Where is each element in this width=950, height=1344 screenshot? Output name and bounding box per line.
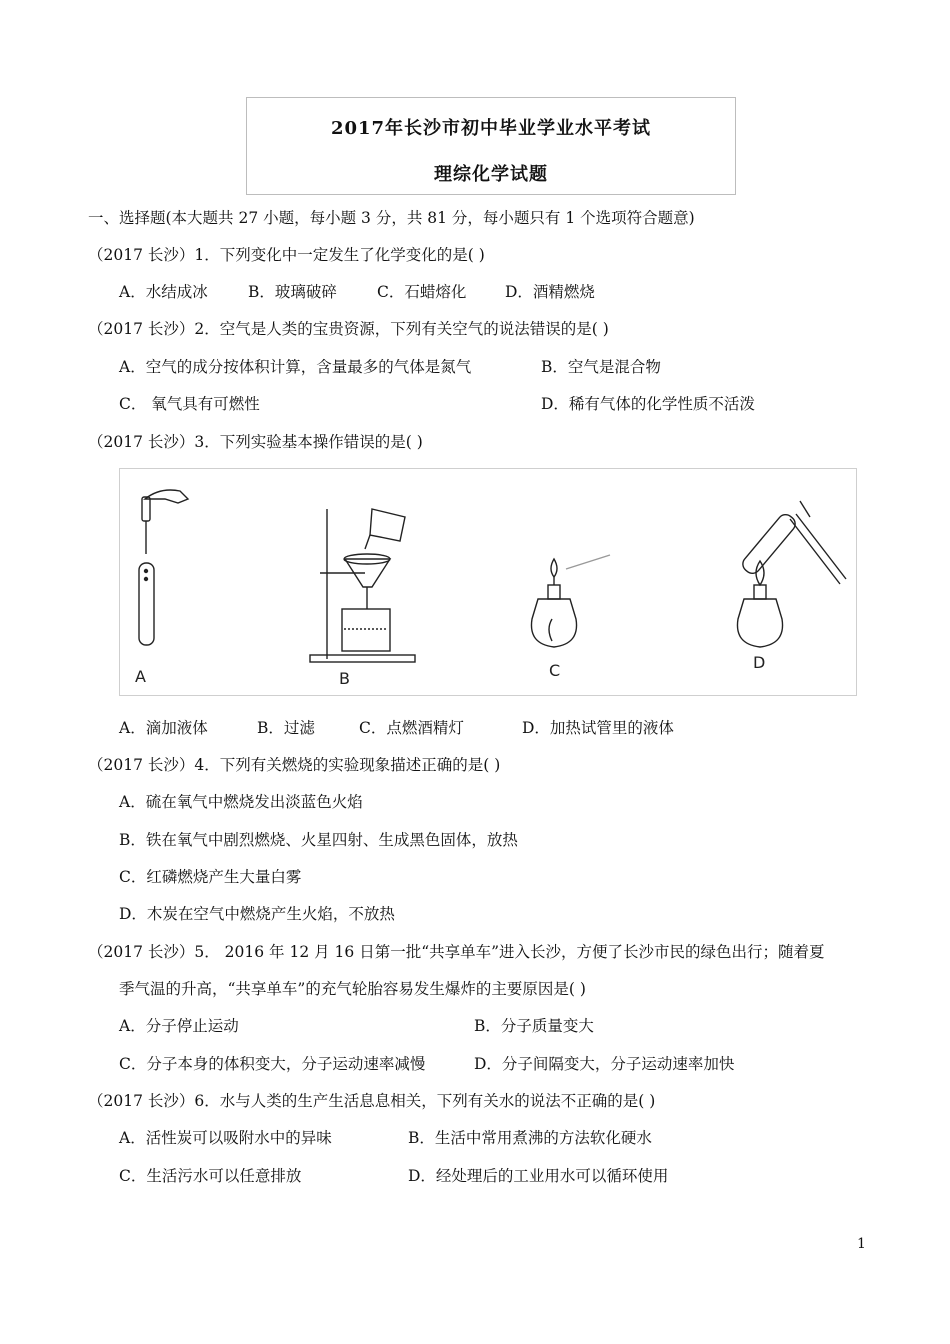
q5-option-c: C．分子本身的体积变大，分子运动速率减慢	[119, 1055, 426, 1073]
q6-option-d: D．经处理后的工业用水可以循环使用	[408, 1167, 669, 1185]
q1-option-a: A．水结成冰	[119, 283, 208, 301]
q1-stem: （2017 长沙）1．下列变化中一定发生了化学变化的是( )	[88, 246, 485, 264]
q3-option-d: D．加热试管里的液体	[522, 719, 674, 737]
q2-option-b: B．空气是混合物	[541, 358, 661, 376]
q2-option-d: D．稀有气体的化学性质不活泼	[541, 395, 755, 413]
dropper-test-tube-icon	[139, 490, 188, 645]
q5-option-d: D．分子间隔变大，分子运动速率加快	[474, 1055, 735, 1073]
q5-option-b: B．分子质量变大	[474, 1017, 594, 1035]
q6-option-c: C．生活污水可以任意排放	[119, 1167, 302, 1185]
q3-stem: （2017 长沙）3．下列实验基本操作错误的是( )	[88, 433, 423, 451]
fig-label-d: D	[753, 653, 766, 672]
q2-option-a: A．空气的成分按体积计算，含量最多的气体是氮气	[119, 358, 472, 376]
page-number: 1	[857, 1236, 866, 1252]
filtration-stand-icon	[310, 509, 415, 662]
q6-option-b: B．生活中常用煮沸的方法软化硬水	[408, 1129, 652, 1147]
q3-option-c: C．点燃酒精灯	[359, 719, 464, 737]
alcohol-lamp-lit-by-match-icon	[531, 555, 610, 647]
q4-option-d: D．木炭在空气中燃烧产生火焰，不放热	[119, 905, 395, 923]
page-subtitle: 理综化学试题	[434, 164, 548, 185]
q1-option-c: C．石蜡熔化	[377, 283, 467, 301]
section-heading: 一、选择题(本大题共 27 小题，每小题 3 分，共 81 分，每小题只有 1 个选项符合题意)	[88, 209, 695, 227]
q5-stem-line1: （2017 长沙）5． 2016 年 12 月 16 日第一批“共享单车”进入长沙，方便了长沙市民的绿色出行；随着夏	[88, 943, 825, 961]
q2-stem: （2017 长沙）2．空气是人类的宝贵资源，下列有关空气的说法错误的是( )	[88, 320, 609, 338]
heating-test-tube-icon	[737, 501, 846, 647]
q2-option-c: C． 氧气具有可燃性	[119, 395, 260, 413]
q5-option-a: A．分子停止运动	[119, 1017, 239, 1035]
fig-label-c: C	[549, 661, 561, 680]
q4-stem: （2017 长沙）4．下列有关燃烧的实验现象描述正确的是( )	[88, 756, 501, 774]
q1-option-b: B．玻璃破碎	[248, 283, 337, 301]
q4-option-a: A．硫在氧气中燃烧发出淡蓝色火焰	[119, 793, 363, 811]
page-title: 2017年长沙市初中毕业学业水平考试	[330, 118, 652, 139]
q3-option-b: B．过滤	[257, 719, 315, 737]
q1-option-d: D．酒精燃烧	[505, 283, 595, 301]
q6-option-a: A．活性炭可以吸附水中的异味	[119, 1129, 332, 1147]
q6-stem: （2017 长沙）6．水与人类的生产生活息息相关，下列有关水的说法不正确的是( )	[88, 1092, 656, 1110]
fig-label-b: B	[339, 669, 350, 688]
title-box	[246, 97, 736, 195]
q3-option-a: A．滴加液体	[119, 719, 208, 737]
q4-option-c: C．红磷燃烧产生大量白雾	[119, 868, 302, 886]
lab-operations-figure	[119, 468, 857, 696]
lab-figure-drawing	[120, 469, 858, 697]
q4-option-b: B．铁在氧气中剧烈燃烧、火星四射、生成黑色固体，放热	[119, 831, 518, 849]
q5-stem-line2: 季气温的升高，“共享单车”的充气轮胎容易发生爆炸的主要原因是( )	[119, 980, 586, 998]
fig-label-a: A	[135, 667, 146, 686]
